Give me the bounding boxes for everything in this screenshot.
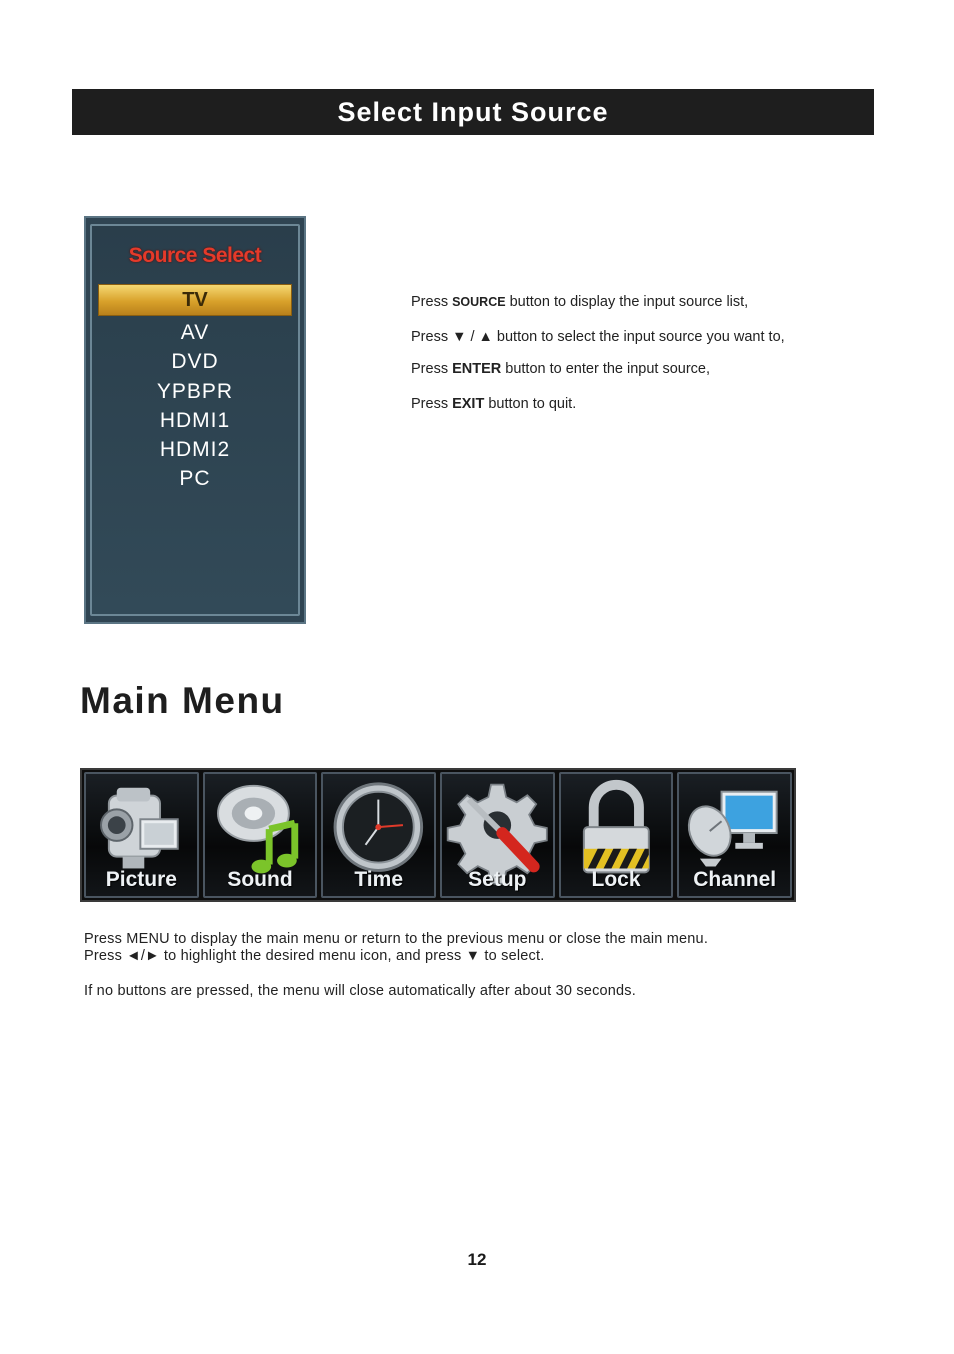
source-select-frame xyxy=(90,224,300,616)
source-item-selected[interactable] xyxy=(98,284,292,316)
source-item-hdmi1[interactable]: HDMI1 xyxy=(159,408,231,432)
source-select-title: Source Select xyxy=(128,244,262,267)
source-item-ypbpr[interactable]: YPBPR xyxy=(156,379,234,403)
menu-tile-setup[interactable] xyxy=(440,772,555,898)
menu-tile-sound[interactable] xyxy=(203,772,318,898)
menu-tile-picture[interactable] xyxy=(84,772,199,898)
menu-label-picture: Picture xyxy=(105,868,177,891)
main-menu-title: Main Menu xyxy=(80,680,285,721)
menu-label-setup: Setup xyxy=(468,868,527,891)
menu-label-lock: Lock xyxy=(591,868,641,891)
menu-label-sound: Sound xyxy=(227,868,293,891)
source-item-dvd[interactable]: DVD xyxy=(171,350,219,374)
source-item-pc[interactable]: PC xyxy=(179,467,211,491)
page-number: 12 xyxy=(467,1250,487,1269)
section-header-select-input-source xyxy=(72,89,874,135)
section-title: Select Input Source xyxy=(337,96,609,127)
menu-tile-channel[interactable] xyxy=(677,772,792,898)
instruction-exit: Press EXIT button to quit. xyxy=(411,396,577,412)
menu-tile-lock[interactable] xyxy=(559,772,674,898)
source-item-label: TV xyxy=(182,288,208,311)
source-list xyxy=(92,318,298,494)
menu-tile-time[interactable] xyxy=(321,772,436,898)
menu-label-time: Time xyxy=(354,868,403,891)
instruction-navigate: Press ▼ / ▲ button to select the input source you want to, xyxy=(411,329,785,345)
main-menu-text-1: Press MENU to display the main menu or return to the previous menu or close the main menu. xyxy=(84,931,709,947)
instruction-source: Press SOURCE button to display the input source list, xyxy=(411,294,749,310)
main-menu-text-3: If no buttons are pressed, the menu will close automatically after about 30 seconds. xyxy=(84,983,636,999)
main-menu-text-2: Press ◄/► to highlight the desired menu icon, and press ▼ to select. xyxy=(84,948,545,964)
source-select-panel xyxy=(84,216,306,624)
source-item-av[interactable]: AV xyxy=(180,321,210,344)
instruction-enter: Press ENTER button to enter the input source, xyxy=(411,361,711,377)
main-menu-strip xyxy=(80,768,796,902)
menu-label-channel: Channel xyxy=(693,868,777,891)
source-item-hdmi2[interactable]: HDMI2 xyxy=(159,438,231,462)
